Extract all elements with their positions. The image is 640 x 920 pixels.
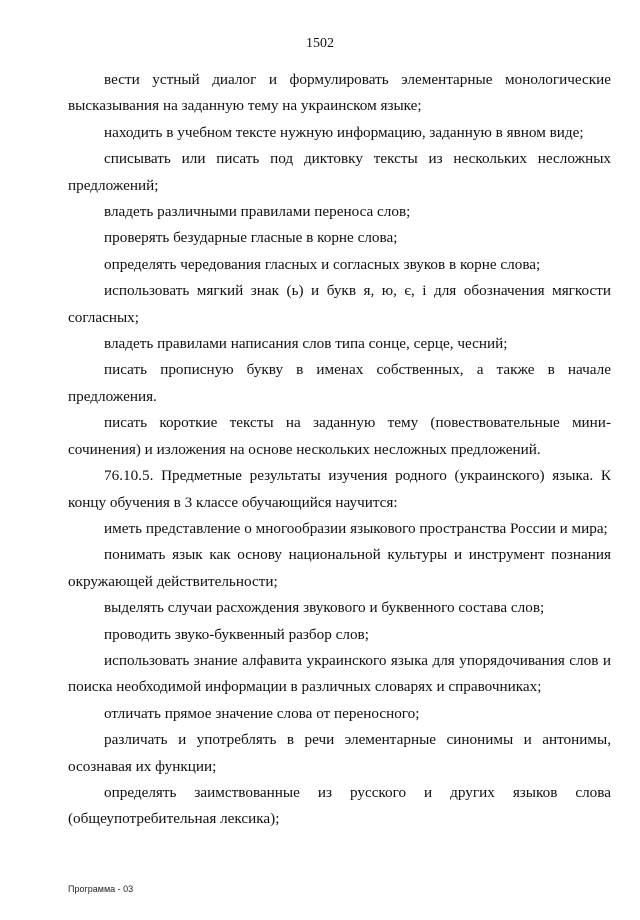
paragraph: определять чередования гласных и согласных звуков в корне слова; — [104, 255, 541, 273]
paragraph: писать короткие тексты на заданную тему (повествовательные мини-сочинения) и изложения на основе нескольких несложных предложений. — [68, 414, 611, 458]
body-text — [68, 67, 611, 833]
paragraph: понимать язык как основу национальной культуры и инструмент познания окружающей действительности; — [68, 546, 611, 590]
paragraph: различать и употреблять в речи элементарные синонимы и антонимы, осознавая их функции; — [68, 731, 611, 775]
paragraph: использовать мягкий знак (ь) и букв я, ю, є, і для обозначения мягкости согласных; — [68, 282, 611, 326]
footer-label: Программа - 03 — [68, 884, 134, 894]
paragraph: проводить звуко-буквенный разбор слов; — [104, 625, 369, 643]
paragraph: владеть различными правилами переноса слов; — [104, 203, 411, 221]
paragraph: определять заимствованные из русского и других языков слова (общеупотребительная лексика); — [68, 783, 611, 828]
paragraph: находить в учебном тексте нужную информацию, заданную в явном виде; — [104, 123, 584, 141]
paragraph: отличать прямое значение слова от переносного; — [104, 704, 420, 722]
section-paragraph: 76.10.5. Предметные результаты изучения родного (украинского) языка. К концу обучения в 3 классе обучающийся научится: — [68, 467, 611, 511]
paragraph: проверять безударные гласные в корне слова; — [104, 229, 398, 247]
paragraph: использовать знание алфавита украинского языка для упорядочивания слов и поиска необходимой информации в различных словарях и справочниках; — [68, 651, 611, 696]
paragraph: выделять случаи расхождения звукового и буквенного состава слов; — [104, 599, 545, 617]
paragraph: вести устный диалог и формулировать элементарные монологические высказывания на заданную тему на украинском языке; — [68, 71, 611, 115]
paragraph: иметь представление о многообразии языкового пространства России и мира; — [104, 519, 608, 537]
paragraph: писать прописную букву в именах собственных, а также в начале предложения. — [68, 361, 611, 405]
page-number: 1502 — [306, 36, 334, 51]
paragraph: владеть правилами написания слов типа сонце, серце, чесний; — [104, 335, 508, 353]
paragraph: списывать или писать под диктовку тексты из нескольких несложных предложений; — [68, 150, 611, 194]
